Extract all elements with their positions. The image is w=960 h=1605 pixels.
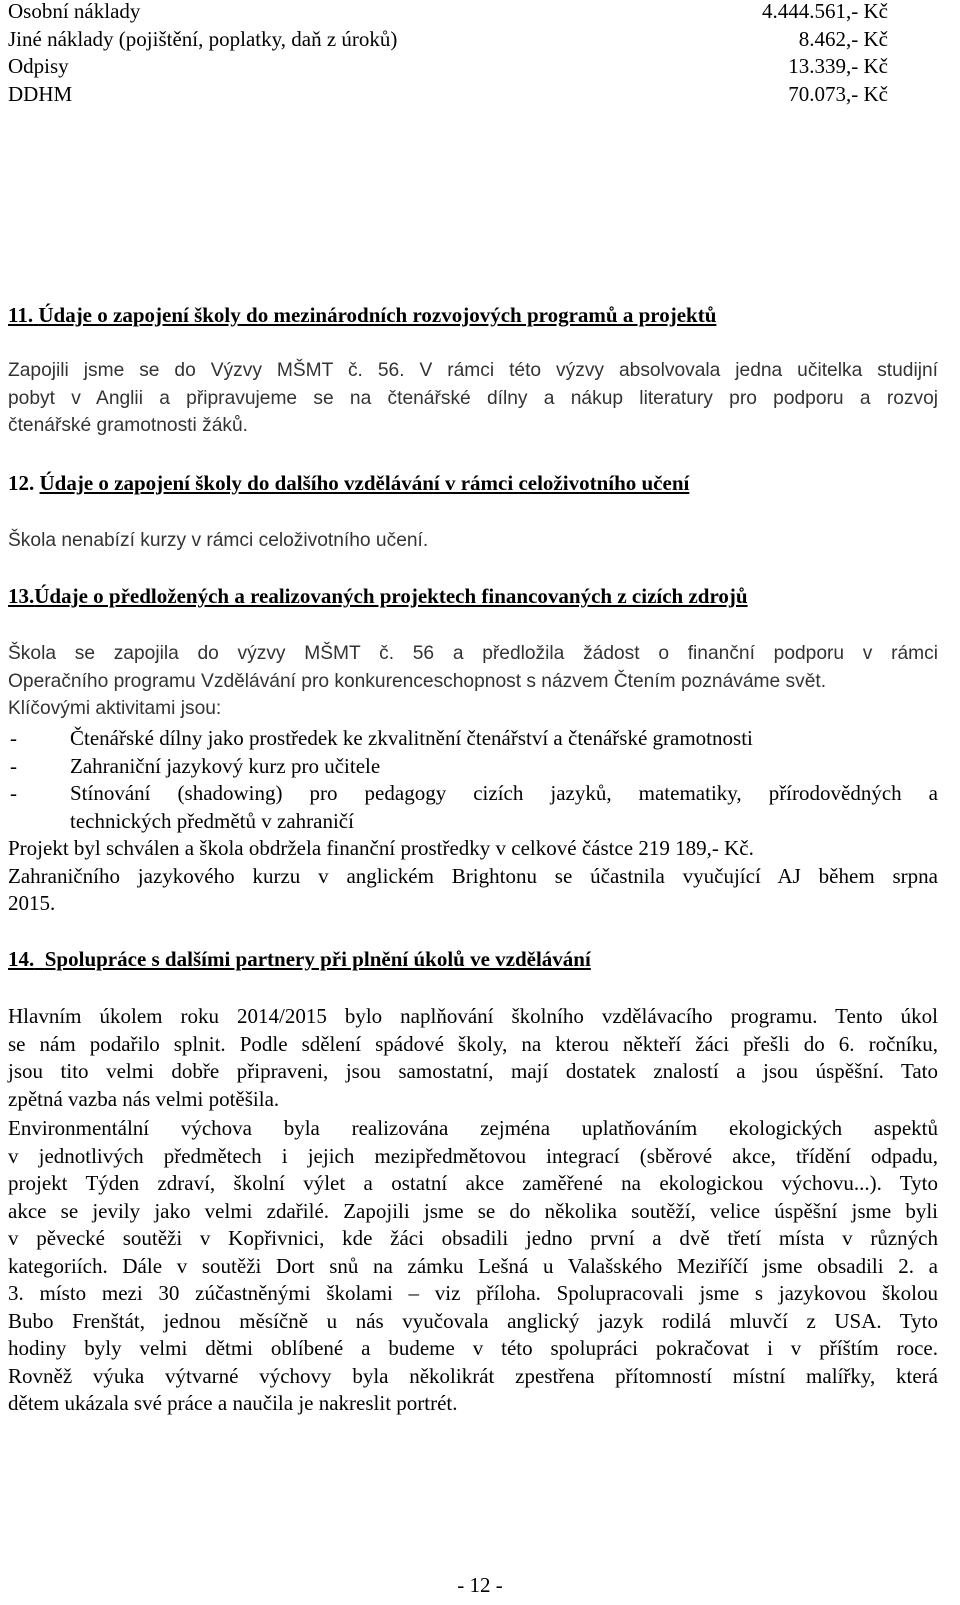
list-item xyxy=(8,753,938,781)
text-line: Zahraničního jazykového kurzu v anglickém Brightonu se účastnila vyučující AJ během srpna xyxy=(8,863,938,888)
cost-label: Osobní náklady xyxy=(8,0,141,23)
cost-row xyxy=(8,81,888,109)
bullet-text: technických předmětů v zahraničí xyxy=(70,808,354,833)
bullet-text: Čtenářské dílny jako prostředek ke zkvalitnění čtenářství a čtenářské gramotnosti xyxy=(70,726,753,750)
text-line: akce se jevily jako velmi zdařilé. Zapojili jsme se do několika soutěží, velice úspěšní jsme byli xyxy=(8,1198,938,1223)
bullet-dash: - xyxy=(10,781,17,805)
cost-row xyxy=(8,0,888,26)
text-line: Hlavním úkolem roku 2014/2015 bylo naplňování školního vzdělávacího programu. Tento úkol xyxy=(8,1004,938,1028)
page-number: - 12 - xyxy=(457,1573,503,1597)
cost-row xyxy=(8,26,888,54)
section-14-paragraph-1 xyxy=(8,1003,938,1113)
text-line: Bubo Frenštát, jednou měsíčně u nás vyučovala anglický jazyk rodilá mluvčí z USA. Tyto xyxy=(8,1308,938,1333)
cost-row xyxy=(8,53,888,81)
section-title: Údaje o předložených a realizovaných projektech financovaných z cizích zdrojů xyxy=(34,584,748,608)
text-line: jsou tito velmi dobře připraveni, jsou samostatní, mají dostatek znalostí a jsou úspěšní. Tato xyxy=(8,1059,938,1083)
cost-value: 4.444.561,- Kč xyxy=(762,0,888,23)
section-14-paragraph-2 xyxy=(8,1115,938,1418)
text-line: Klíčovými aktivitami jsou: xyxy=(8,698,222,719)
text-line: 3. místo mezi 30 zúčastněnými školami – viz příloha. Spolupracovali jsme s jazykovou školou xyxy=(8,1281,938,1305)
text-line: pobyt v Anglii a připravujeme se na čtenářské dílny a nákup literatury pro podporu a rozvoj xyxy=(8,387,938,409)
text-line: zpětná vazba nás velmi potěšila. xyxy=(8,1086,280,1111)
text-line: Projekt byl schválen a škola obdržela finanční prostředky v celkové částce 219 189,- Kč. xyxy=(8,836,754,860)
section-title: Údaje o zapojení školy do mezinárodních rozvojových programů a projektů xyxy=(38,303,717,327)
text-line: hodiny byly velmi dětmi oblíbené a budeme v této spolupráci pokračovat i v příštím roce. xyxy=(8,1336,938,1360)
bullet-text: Zahraniční jazykový kurz pro učitele xyxy=(70,753,381,778)
text-line: čtenářské gramotnosti žáků. xyxy=(8,415,248,436)
section-title: Údaje o zapojení školy do dalšího vzdělávání v rámci celoživotního učení xyxy=(39,471,690,495)
section-number: 14. xyxy=(8,947,35,971)
cost-value: 13.339,- Kč xyxy=(788,54,888,78)
text-line: v jednotlivých předmětech i jejich mezipředmětovou integrací (sběrové akce, třídění odpadu, xyxy=(8,1143,938,1168)
section-13-intro xyxy=(8,640,938,723)
section-number: 12. xyxy=(8,471,35,495)
section-11-body xyxy=(8,357,938,440)
text-line: 2015. xyxy=(8,891,56,915)
section-13-heading xyxy=(8,583,938,611)
section-13-outro xyxy=(8,835,938,918)
cost-value: 8.462,- Kč xyxy=(798,26,888,51)
text-line: se nám podařilo splnit. Podle sdělení spádové školy, na kterou někteří žáci přešli do 6. ročníku, xyxy=(8,1031,938,1056)
cost-label: Jiné náklady (pojištění, poplatky, daň z úroků) xyxy=(8,26,398,51)
cost-label: Odpisy xyxy=(8,54,69,78)
section-11-heading xyxy=(8,302,938,330)
text-line: Environmentální výchova byla realizována zejména uplatňováním ekologických aspektů xyxy=(8,1116,938,1140)
section-title: Spolupráce s dalšími partnery při plnění úkolů ve vzdělávání xyxy=(44,947,591,971)
text-line: Škola se zapojila do výzvy MŠMT č. 56 a předložila žádost o finanční podporu v rámci xyxy=(8,643,938,664)
bullet-dash: - xyxy=(10,726,17,750)
cost-list xyxy=(8,0,888,108)
cost-label: DDHM xyxy=(8,81,73,106)
section-number: 13. xyxy=(8,584,35,608)
section-number: 11. xyxy=(8,303,34,327)
section-12-body xyxy=(8,527,938,555)
text-line: kategoriích. Dále v soutěži Dort snů na zámku Lešná u Valašského Meziříčí jsme obsadili 2. a xyxy=(8,1253,938,1278)
bullet-dash: - xyxy=(10,753,17,778)
text-line: Škola nenabízí kurzy v rámci celoživotního učení. xyxy=(8,530,429,551)
list-item xyxy=(8,725,938,753)
text-line: Zapojili jsme se do Výzvy MŠMT č. 56. V rámci této výzvy absolvovala jedna učitelka studijní xyxy=(8,360,938,381)
list-item xyxy=(8,780,938,835)
text-line: projekt Týden zdraví, školní výlet a ostatní akce zaměřené na ekologickou výchovu...). Tyto xyxy=(8,1171,938,1195)
text-line: Rovněž výuka výtvarné výchovy byla několikrát zpestřena přítomností místní malířky, která xyxy=(8,1363,938,1388)
section-13-bullets xyxy=(8,725,938,835)
cost-value: 70.073,- Kč xyxy=(788,81,888,106)
text-line: v pěvecké soutěži v Kopřivnici, kde žáci obsadili jedno první a dvě třetí místa v různých xyxy=(8,1226,938,1250)
section-12-heading xyxy=(8,470,938,498)
section-14-heading xyxy=(8,946,938,974)
bullet-text: Stínování (shadowing) pro pedagogy cizích jazyků, matematiky, přírodovědných a xyxy=(70,781,938,805)
text-line: dětem ukázala své práce a naučila je nakreslit portrét. xyxy=(8,1391,458,1415)
text-line: Operačního programu Vzdělávání pro konkurenceschopnost s názvem Čtením poznáváme svět. xyxy=(8,670,827,692)
